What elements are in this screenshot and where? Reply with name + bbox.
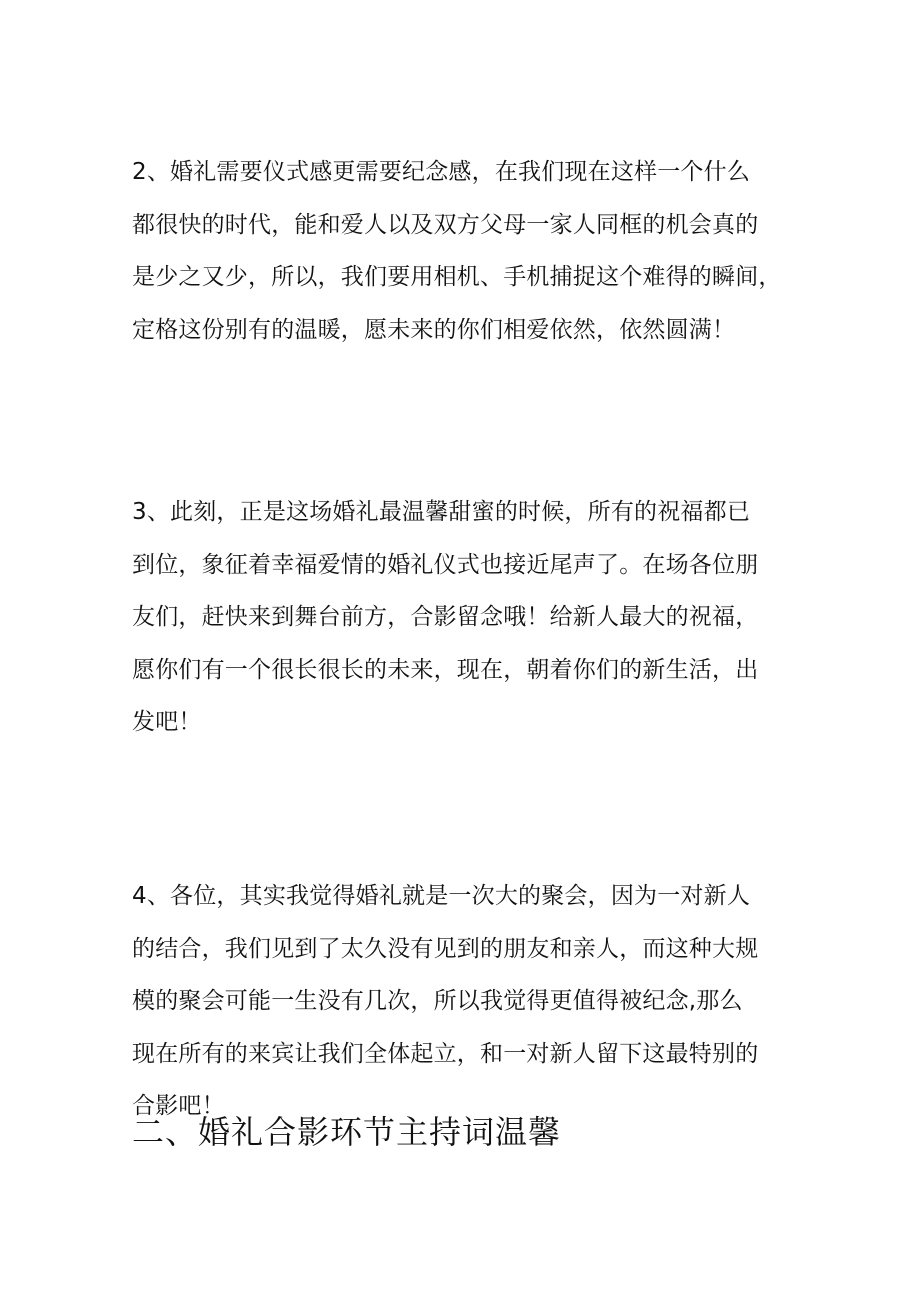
paragraph-line: 愿你们有一个很长很长的未来，现在，朝着你们的新生活，出 <box>132 656 759 683</box>
paragraph-line: 4、各位，其实我觉得婚礼就是一次大的聚会，因为一对新人 <box>132 883 751 909</box>
paragraph-4 <box>132 870 796 1133</box>
paragraph-line: 3、此刻，正是这场婚礼最温馨甜蜜的时候，所有的祝福都已 <box>132 499 751 525</box>
paragraph-2 <box>132 146 796 356</box>
paragraph-line: 的结合，我们见到了太久没有见到的朋友和亲人，而这种大规 <box>132 935 759 962</box>
paragraph-line: 是少之又少，所以，我们要用相机、手机捕捉这个难得的瞬间， <box>132 264 782 290</box>
paragraph-line: 都很快的时代，能和爱人以及双方父母一家人同框的机会真的 <box>132 211 759 238</box>
section-heading: 二、婚礼合影环节主持词温馨 <box>132 1113 562 1151</box>
paragraph-line: 友们，赶快来到舞台前方，合影留念哦！给新人最大的祝福， <box>132 604 759 630</box>
paragraph-line: 2、婚礼需要仪式感更需要纪念感，在我们现在这样一个什么 <box>132 159 751 185</box>
paragraph-line: 模的聚会可能一生没有几次，所以我觉得更值得被纪念,那么 <box>132 988 743 1014</box>
paragraph-line: 到位，象征着幸福爱情的婚礼仪式也接近尾声了。在场各位朋 <box>132 551 759 578</box>
paragraph-line: 现在所有的来宾让我们全体起立，和一对新人留下这最特别的 <box>132 1040 759 1067</box>
paragraph-3 <box>132 486 796 749</box>
paragraph-line: 发吧！ <box>132 709 202 735</box>
paragraph-line: 合影吧！ <box>132 1093 225 1119</box>
paragraph-line: 定格这份别有的温暖，愿未来的你们相爱依然，依然圆满！ <box>132 316 736 343</box>
